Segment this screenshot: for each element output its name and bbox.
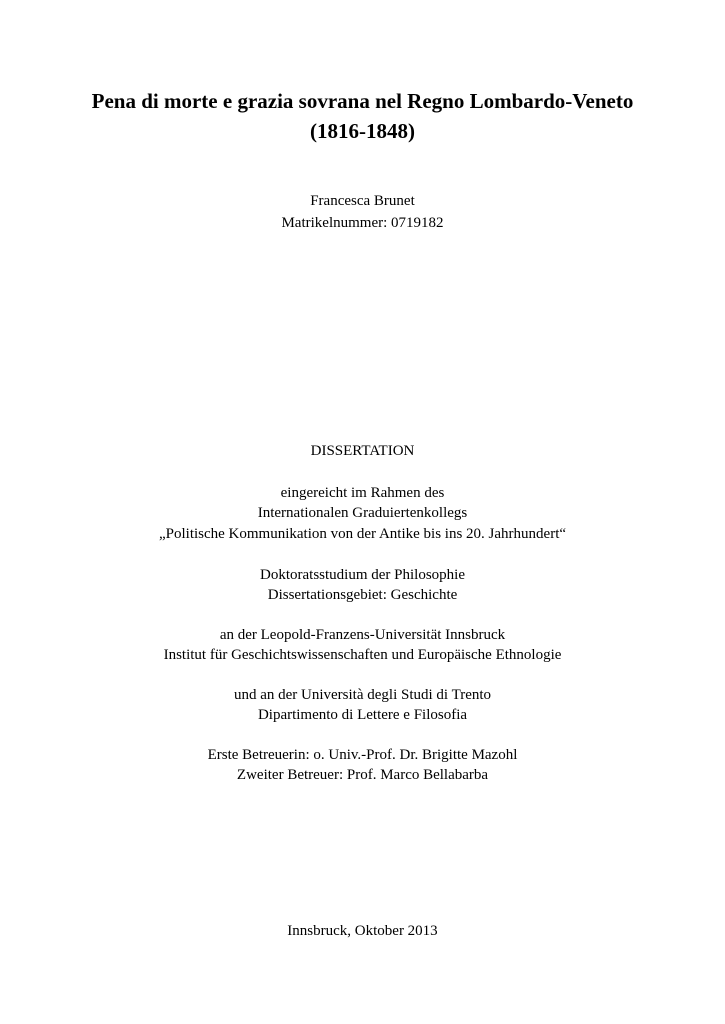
degree-program: Doktoratsstudium der Philosophie — [260, 567, 465, 583]
university-innsbruck: an der Leopold-Franzens-Universität Innsbruck — [219, 627, 506, 643]
submission-line-1: eingereicht im Rahmen des — [280, 485, 445, 501]
document-type: DISSERTATION — [310, 443, 415, 459]
graduate-college-name: „Politische Kommunikation von der Antike bis ins 20. Jahrhundert“ — [158, 526, 567, 542]
submission-line-2: Internationalen Graduiertenkollegs — [257, 505, 468, 521]
thesis-title-line-1: Pena di morte e grazia sovrana nel Regno Lombardo-Veneto — [91, 89, 634, 113]
first-supervisor: Erste Betreuerin: o. Univ.-Prof. Dr. Brigitte Mazohl — [207, 747, 518, 763]
thesis-title-line-2: (1816-1848) — [310, 119, 415, 143]
place-and-date: Innsbruck, Oktober 2013 — [287, 923, 438, 939]
second-supervisor: Zweiter Betreuer: Prof. Marco Bellabarba — [236, 767, 489, 783]
university-trento: und an der Università degli Studi di Trento — [233, 687, 492, 703]
dissertation-field: Dissertationsgebiet: Geschichte — [267, 587, 458, 603]
institute-innsbruck: Institut für Geschichtswissenschaften und Europäische Ethnologie — [163, 647, 562, 663]
department-trento: Dipartimento di Lettere e Filosofia — [257, 707, 468, 723]
author-name: Francesca Brunet — [310, 193, 415, 209]
matriculation-number: Matrikelnummer: 0719182 — [281, 215, 444, 231]
